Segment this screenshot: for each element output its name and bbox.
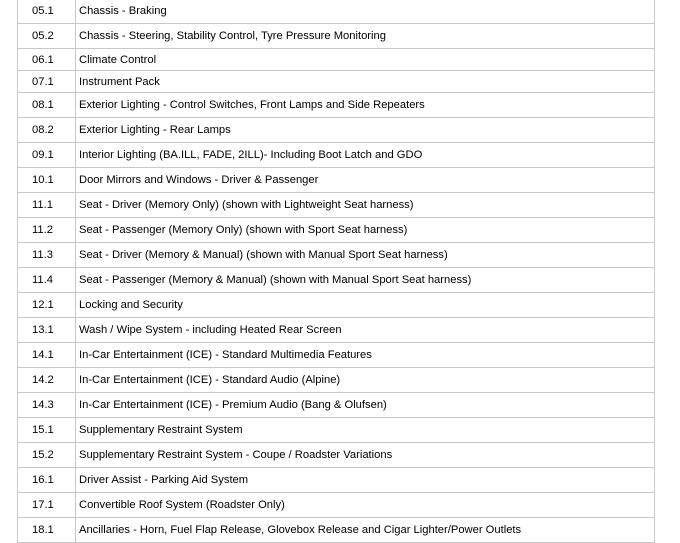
table-row[interactable] <box>18 168 655 193</box>
section-number: 12.1 <box>18 293 76 318</box>
section-description: Chassis - Braking <box>76 0 655 24</box>
section-number: 10.1 <box>18 168 76 193</box>
table-row[interactable] <box>18 193 655 218</box>
section-number: 05.2 <box>18 24 76 49</box>
section-number: 11.4 <box>18 268 76 293</box>
table-row[interactable] <box>18 318 655 343</box>
table-row[interactable] <box>18 343 655 368</box>
table-row[interactable] <box>18 518 655 543</box>
table-row[interactable] <box>18 368 655 393</box>
table-row[interactable] <box>18 118 655 143</box>
table-row[interactable] <box>18 493 655 518</box>
section-description: Supplementary Restraint System <box>76 418 655 443</box>
section-number: 14.2 <box>18 368 76 393</box>
section-description: Convertible Roof System (Roadster Only) <box>76 493 655 518</box>
section-description: Driver Assist - Parking Aid System <box>76 468 655 493</box>
section-description: Door Mirrors and Windows - Driver & Passenger <box>76 168 655 193</box>
section-description: Interior Lighting (BA.ILL, FADE, 2ILL)- Including Boot Latch and GDO <box>76 143 655 168</box>
section-description: Seat - Driver (Memory & Manual) (shown with Manual Sport Seat harness) <box>76 243 655 268</box>
section-number: 06.1 <box>18 49 76 71</box>
section-description: Ancillaries - Horn, Fuel Flap Release, Glovebox Release and Cigar Lighter/Power Outlets <box>76 518 655 543</box>
section-number: 18.1 <box>18 518 76 543</box>
table-row[interactable] <box>18 468 655 493</box>
table-row[interactable] <box>18 0 655 24</box>
section-number: 13.1 <box>18 318 76 343</box>
section-number: 05.1 <box>18 0 76 24</box>
table-row[interactable] <box>18 71 655 93</box>
table-row[interactable] <box>18 143 655 168</box>
section-number: 16.1 <box>18 468 76 493</box>
section-description: In-Car Entertainment (ICE) - Premium Audio (Bang & Olufsen) <box>76 393 655 418</box>
section-description: Seat - Passenger (Memory & Manual) (shown with Manual Sport Seat harness) <box>76 268 655 293</box>
section-description: Locking and Security <box>76 293 655 318</box>
section-description: In-Car Entertainment (ICE) - Standard Multimedia Features <box>76 343 655 368</box>
table-row[interactable] <box>18 418 655 443</box>
contents-table-container <box>17 0 655 543</box>
section-number: 15.1 <box>18 418 76 443</box>
table-row[interactable] <box>18 243 655 268</box>
section-description: Wash / Wipe System - including Heated Rear Screen <box>76 318 655 343</box>
section-description: Supplementary Restraint System - Coupe / Roadster Variations <box>76 443 655 468</box>
section-number: 14.3 <box>18 393 76 418</box>
table-row[interactable] <box>18 218 655 243</box>
table-row[interactable] <box>18 293 655 318</box>
section-number: 09.1 <box>18 143 76 168</box>
section-number: 15.2 <box>18 443 76 468</box>
contents-table <box>17 0 655 543</box>
table-row[interactable] <box>18 24 655 49</box>
section-number: 08.2 <box>18 118 76 143</box>
section-number: 11.1 <box>18 193 76 218</box>
section-number: 17.1 <box>18 493 76 518</box>
table-row[interactable] <box>18 49 655 71</box>
section-description: Exterior Lighting - Control Switches, Front Lamps and Side Repeaters <box>76 93 655 118</box>
section-description: Chassis - Steering, Stability Control, Tyre Pressure Monitoring <box>76 24 655 49</box>
section-number: 14.1 <box>18 343 76 368</box>
table-row[interactable] <box>18 93 655 118</box>
section-number: 11.2 <box>18 218 76 243</box>
table-row[interactable] <box>18 393 655 418</box>
table-row[interactable] <box>18 268 655 293</box>
section-description: Exterior Lighting - Rear Lamps <box>76 118 655 143</box>
section-number: 11.3 <box>18 243 76 268</box>
section-description: Seat - Passenger (Memory Only) (shown with Sport Seat harness) <box>76 218 655 243</box>
section-description: Climate Control <box>76 49 655 71</box>
table-row[interactable] <box>18 443 655 468</box>
section-number: 07.1 <box>18 71 76 93</box>
section-description: In-Car Entertainment (ICE) - Standard Audio (Alpine) <box>76 368 655 393</box>
section-description: Instrument Pack <box>76 71 655 93</box>
section-number: 08.1 <box>18 93 76 118</box>
section-description: Seat - Driver (Memory Only) (shown with Lightweight Seat harness) <box>76 193 655 218</box>
